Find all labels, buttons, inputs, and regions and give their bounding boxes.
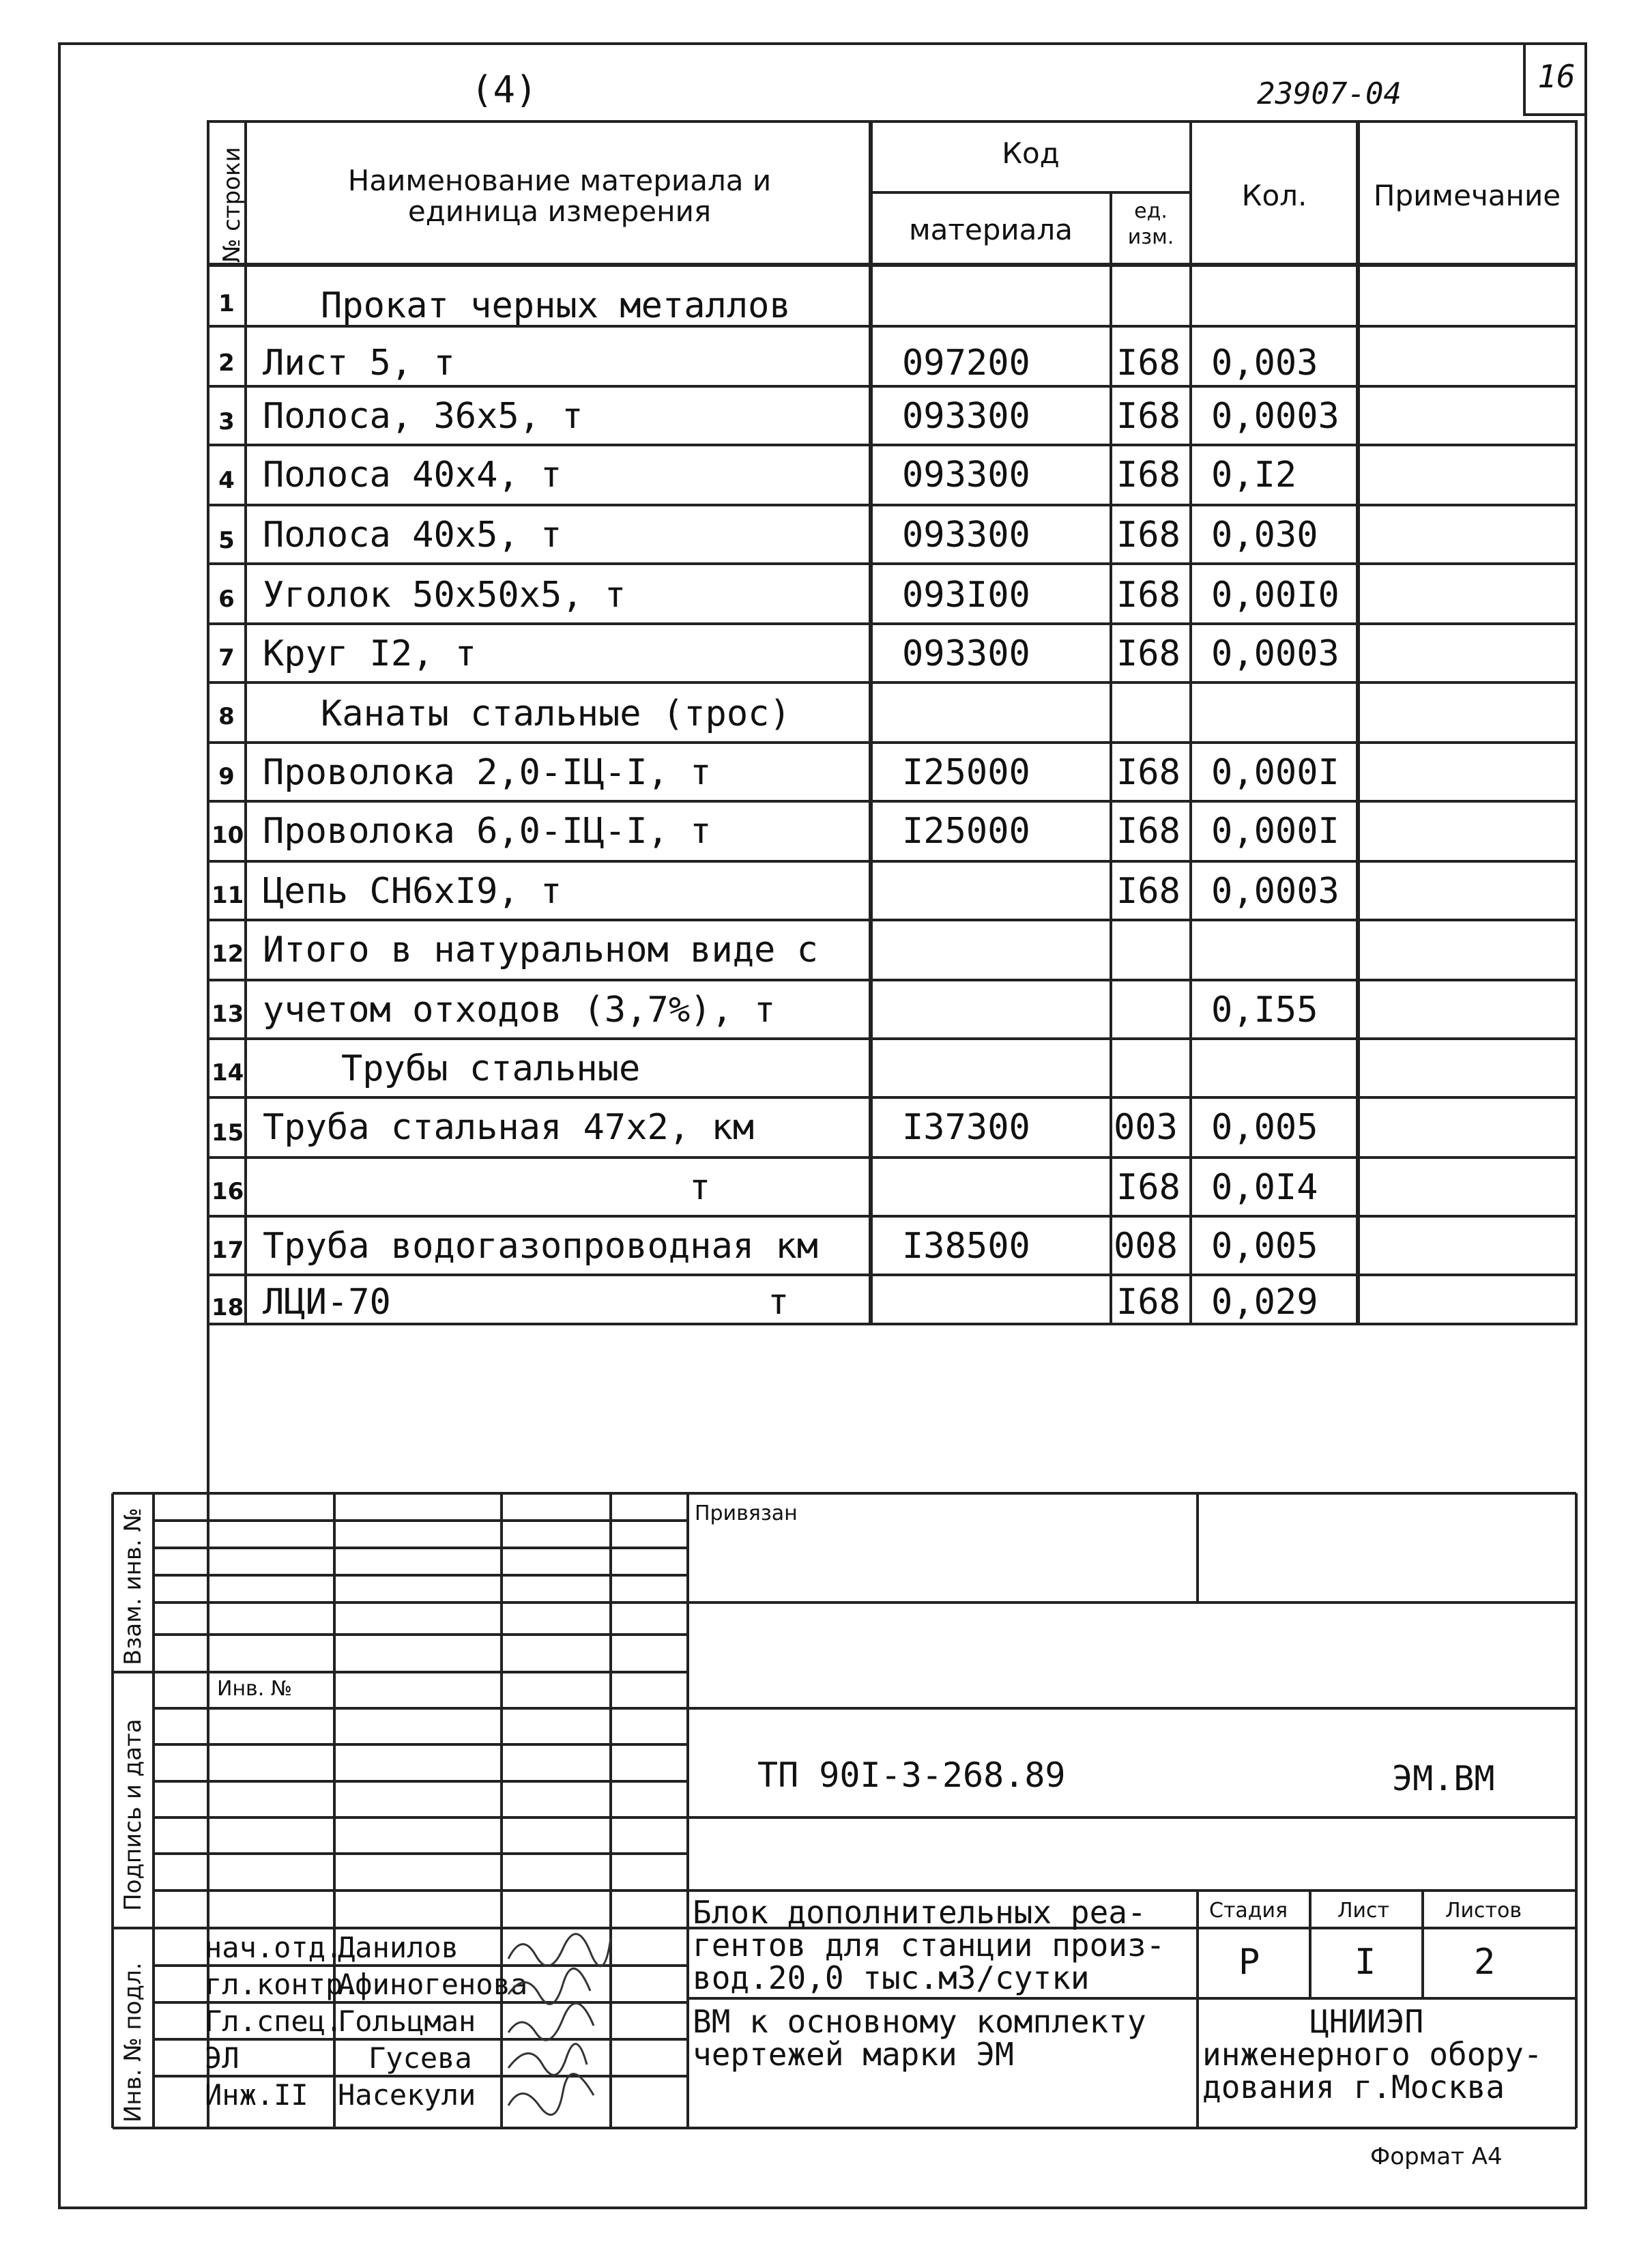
row-number: 4 — [218, 467, 235, 494]
subtitle-line: чертежей марки ЭМ — [693, 2036, 1014, 2073]
row-code: I38500 — [902, 1226, 1030, 1267]
row-number: 12 — [212, 940, 244, 968]
header-material: материала — [908, 213, 1073, 246]
row-name: Труба водогазопроводная км — [263, 1226, 818, 1267]
row-unit: 003 — [1114, 1107, 1178, 1148]
row-qty: 0,003 — [1211, 343, 1318, 384]
row-name: Полоса, 36х5, т — [263, 396, 583, 437]
header-name-line2: единица измерения — [407, 195, 712, 228]
row-qty: 0,I2 — [1211, 455, 1297, 495]
signer-name: Гольцман — [338, 2004, 476, 2038]
row-code: 093300 — [902, 396, 1030, 437]
stage-label: Стадия — [1209, 1899, 1288, 1923]
row-name: Канаты стальные (трос) — [321, 693, 791, 734]
privyazan-label: Привязан — [695, 1501, 798, 1525]
row-name: т — [689, 1167, 711, 1208]
row-qty: 0,000I — [1211, 811, 1339, 852]
row-qty: 0,I55 — [1211, 990, 1318, 1031]
row-qty: 0,005 — [1211, 1226, 1318, 1267]
row-name: Цепь СН6хI9, т — [263, 871, 562, 912]
row-number: 7 — [218, 644, 235, 672]
row-unit: I68 — [1116, 343, 1180, 384]
row-number: 11 — [212, 882, 244, 909]
row-name: Итого в натуральном виде с — [263, 930, 818, 971]
row-number: 14 — [212, 1059, 244, 1087]
row-unit: I68 — [1116, 515, 1180, 556]
row-name: Труба стальная 47х2, км — [263, 1107, 755, 1148]
row-name: Прокат черных металлов — [321, 285, 791, 326]
header-qty: Кол. — [1241, 179, 1307, 212]
row-qty: 0,0003 — [1211, 633, 1339, 674]
stage-value: Р — [1238, 1942, 1260, 1983]
label-podpis-data: Подпись и дата — [119, 1719, 147, 1911]
row-number: 18 — [212, 1294, 244, 1321]
row-name: Полоса 40х5, т — [263, 515, 562, 556]
format-label: Формат А4 — [1370, 2143, 1503, 2170]
row-number: 13 — [212, 1001, 244, 1028]
row-code: I25000 — [902, 752, 1030, 793]
org-line: ЦНИИЭП — [1310, 2003, 1424, 2040]
row-unit: I68 — [1116, 455, 1180, 495]
row-name: Проволока 6,0-IЦ-I, т — [263, 811, 712, 852]
signer-role: гл.контр. — [205, 1968, 360, 2001]
row-number: 1 — [218, 290, 235, 317]
row-number: 5 — [218, 527, 235, 554]
header-unit-line2: изм. — [1127, 225, 1174, 249]
signer-name: Данилов — [338, 1931, 459, 1964]
row-code: 093300 — [902, 515, 1030, 556]
row-name: Лист 5, т — [263, 343, 455, 384]
label-inv-podl: Инв. № подл. — [119, 1962, 147, 2123]
row-unit: I68 — [1116, 752, 1180, 793]
row-unit: I68 — [1116, 1282, 1180, 1323]
doc-code: ТП 90I-3-268.89 — [757, 1755, 1066, 1795]
sheet-label: Лист — [1337, 1899, 1390, 1923]
header-row-no: № строки — [218, 147, 246, 263]
row-number: 16 — [212, 1178, 244, 1205]
signer-name: Афиногенова — [338, 1968, 528, 2001]
section-number: (4) — [471, 68, 538, 111]
row-name: Круг I2, т — [263, 633, 477, 674]
row-name: Полоса 40х4, т — [263, 455, 562, 495]
row-name-unit: т — [768, 1282, 789, 1323]
label-vzam-inv: Взам. инв. № — [119, 1508, 147, 1665]
doc-mark: ЭМ.ВМ — [1392, 1759, 1495, 1798]
row-unit: I68 — [1116, 871, 1180, 912]
header-unit-line1: ед. — [1134, 199, 1168, 223]
signer-name: Насекули — [338, 2078, 476, 2112]
signer-role: Инж.II — [205, 2078, 308, 2112]
row-qty: 0,029 — [1211, 1282, 1318, 1323]
header-name-line1: Наименование материала и — [347, 164, 772, 197]
sheets-value: 2 — [1474, 1942, 1496, 1983]
row-number: 9 — [218, 763, 235, 790]
row-qty: 0,00I0 — [1211, 575, 1339, 616]
row-code: 093300 — [902, 455, 1030, 495]
row-name: учетом отходов (3,7%), т — [263, 990, 776, 1031]
row-qty: 0,0003 — [1211, 396, 1339, 437]
doc-number: 23907-04 — [1257, 76, 1402, 111]
row-code: 093I00 — [902, 575, 1030, 616]
row-unit: I68 — [1116, 811, 1180, 852]
signer-role: ЭЛ — [205, 2041, 240, 2075]
row-qty: 0,000I — [1211, 752, 1339, 793]
title-line: вод.20,0 тыс.м3/сутки — [693, 1959, 1090, 1996]
signer-role: нач.отд. — [205, 1931, 343, 1964]
header-note: Примечание — [1373, 179, 1561, 212]
sheet-number: 16 — [1523, 42, 1587, 116]
signer-name: Гусева — [368, 2041, 472, 2075]
inv-no-label: Инв. № — [217, 1677, 293, 1701]
row-code: I37300 — [902, 1107, 1030, 1148]
row-qty: 0,0I4 — [1211, 1167, 1318, 1208]
row-unit: I68 — [1116, 633, 1180, 674]
row-qty: 0,030 — [1211, 515, 1318, 556]
row-qty: 0,005 — [1211, 1107, 1318, 1148]
title-line: Блок дополнительных реа- — [693, 1894, 1146, 1931]
row-name: Проволока 2,0-IЦ-I, т — [263, 752, 712, 793]
org-line: дования г.Москва — [1202, 2069, 1505, 2105]
org-line: инженерного обору- — [1202, 2036, 1543, 2073]
row-name: Трубы стальные — [341, 1048, 641, 1089]
row-number: 17 — [212, 1237, 244, 1264]
row-number: 3 — [218, 408, 235, 435]
row-name: ЛЦИ-70 — [263, 1282, 391, 1323]
sheets-label: Листов — [1445, 1899, 1522, 1923]
row-number: 6 — [218, 586, 235, 613]
row-number: 15 — [212, 1119, 244, 1147]
row-unit: I68 — [1116, 1167, 1180, 1208]
header-code: Код — [1002, 136, 1060, 170]
row-unit: I68 — [1116, 575, 1180, 616]
row-number: 2 — [218, 349, 235, 377]
row-unit: I68 — [1116, 396, 1180, 437]
title-line: гентов для станции произ- — [693, 1927, 1165, 1964]
row-qty: 0,0003 — [1211, 871, 1339, 912]
row-code: I25000 — [902, 811, 1030, 852]
row-number: 8 — [218, 703, 235, 730]
row-number: 10 — [212, 822, 244, 849]
row-name: Уголок 50х50х5, т — [263, 575, 626, 616]
subtitle-line: ВМ к основному комплекту — [693, 2003, 1146, 2040]
signer-role: Гл.спец. — [205, 2004, 343, 2038]
sheet-value: I — [1354, 1942, 1376, 1983]
row-code: 097200 — [902, 343, 1030, 384]
row-code: 093300 — [902, 633, 1030, 674]
row-unit: 008 — [1114, 1226, 1178, 1267]
